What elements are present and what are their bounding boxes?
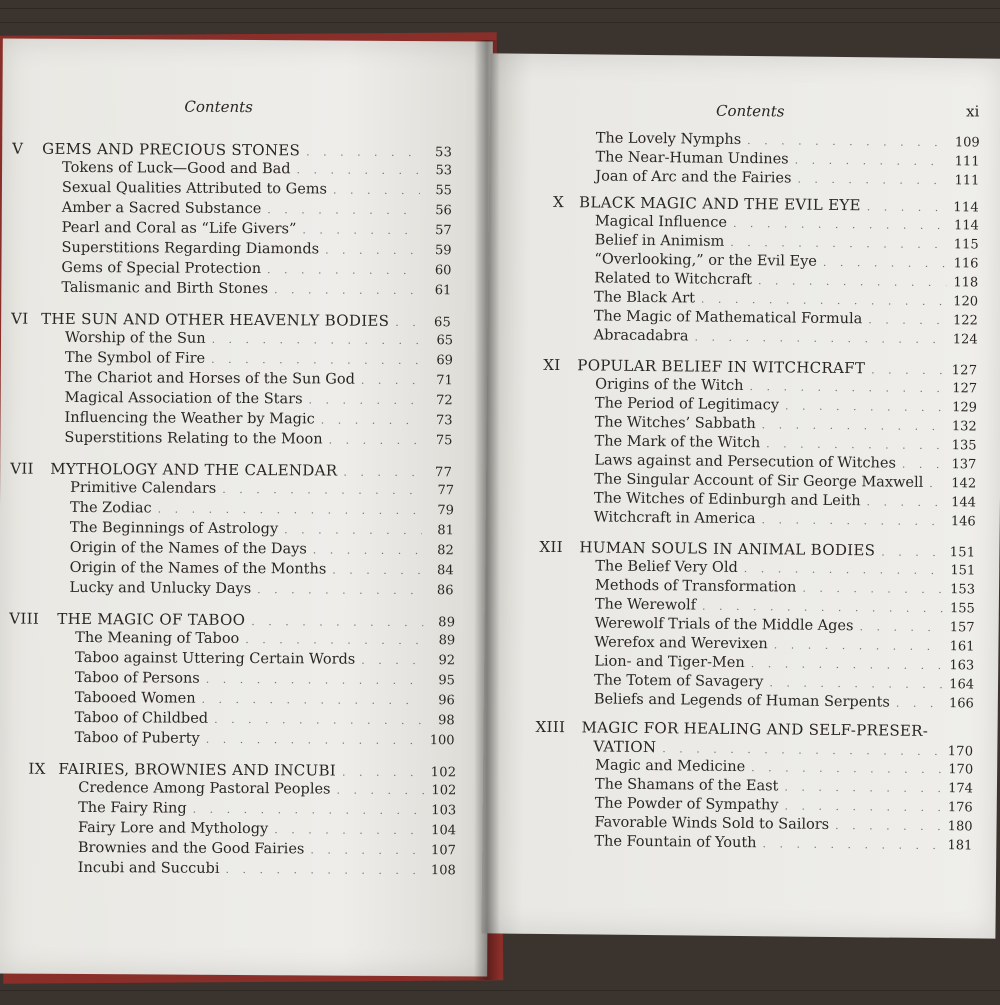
toc-entry xyxy=(594,509,976,529)
leader-dots xyxy=(211,353,421,367)
toc-entry xyxy=(595,213,979,233)
leader-dots xyxy=(769,676,942,691)
chapter-title: THE MAGIC OF TABOO xyxy=(57,609,246,630)
leader-dots xyxy=(795,154,948,169)
toc-entry xyxy=(595,757,973,777)
leader-dots xyxy=(306,145,420,159)
leader-dots xyxy=(868,313,946,327)
page-number: 79 xyxy=(437,503,455,519)
page-number: 107 xyxy=(431,843,456,859)
chapter-numeral: XII xyxy=(539,537,563,557)
page-number: 89 xyxy=(438,633,456,649)
page-number: 57 xyxy=(435,223,452,239)
entry-title: Witchcraft in America xyxy=(593,509,756,528)
page-number: 176 xyxy=(947,800,973,816)
entry-title: Superstitions Relating to the Moon xyxy=(64,429,323,448)
entry-title: Tabooed Women xyxy=(74,689,196,707)
chapter-heading xyxy=(553,193,979,215)
chapter-heading xyxy=(543,356,977,379)
leader-dots xyxy=(802,582,943,596)
chapter-numeral: XIII xyxy=(535,717,566,737)
entry-title: The Mark of the Witch xyxy=(594,433,761,452)
page-number: 72 xyxy=(436,393,453,409)
toc-entry xyxy=(594,251,978,271)
toc-entry xyxy=(595,577,975,597)
chapter-title: MYTHOLOGY AND THE CALENDAR xyxy=(50,459,338,480)
toc-entry xyxy=(62,200,452,218)
page-number: 109 xyxy=(954,135,980,151)
leader-dots xyxy=(309,393,421,407)
leader-dots xyxy=(751,761,941,776)
leader-dots xyxy=(747,134,948,149)
leader-dots xyxy=(274,283,419,297)
entry-title: The Period of Legitimacy xyxy=(594,395,780,414)
leader-dots xyxy=(245,633,423,647)
page-number: 161 xyxy=(949,639,975,655)
leader-dots xyxy=(343,466,420,479)
page-number: 100 xyxy=(429,733,455,749)
toc-entry xyxy=(69,580,453,598)
leader-dots xyxy=(797,173,947,188)
leader-dots xyxy=(251,615,423,629)
page-number: 102 xyxy=(431,783,457,799)
leader-dots xyxy=(785,399,945,414)
chapter-numeral: IX xyxy=(28,759,46,778)
toc-entry xyxy=(594,289,978,309)
chapter-heading xyxy=(28,760,456,781)
leader-dots xyxy=(902,458,945,471)
toc-entry xyxy=(75,730,455,748)
page-number: 116 xyxy=(953,256,979,272)
entry-title: Joan of Arc and the Fairies xyxy=(595,168,792,187)
leader-dots xyxy=(758,274,946,289)
chapter-heading xyxy=(11,310,451,331)
leader-dots xyxy=(929,477,944,490)
entry-title: The Fairy Ring xyxy=(78,799,187,817)
chapter-title-continuation xyxy=(593,737,973,759)
chapter-numeral: X xyxy=(552,192,565,212)
page-number: 111 xyxy=(954,173,980,189)
page-number: 115 xyxy=(953,237,979,253)
leader-dots xyxy=(701,293,946,309)
entry-title: The Witches’ Sabbath xyxy=(594,414,756,433)
entry-title: Belief in Animism xyxy=(594,232,725,250)
entry-title: Taboo of Persons xyxy=(74,669,200,687)
toc-entry xyxy=(595,596,975,616)
page-number: 164 xyxy=(949,677,975,693)
entry-title: Talismanic and Birth Stones xyxy=(61,279,269,298)
leader-dots xyxy=(302,223,419,237)
page-number: 153 xyxy=(950,582,976,598)
leader-dots xyxy=(761,513,943,528)
entry-title: Influencing the Weather by Magic xyxy=(64,409,315,428)
entry-title: Taboo of Childbed xyxy=(74,709,209,727)
leader-dots xyxy=(896,697,942,710)
leader-dots xyxy=(332,564,421,578)
chapter-heading xyxy=(539,538,975,561)
chapter-title: FAIRIES, BROWNIES AND INCUBI xyxy=(58,759,337,780)
page-number: 146 xyxy=(950,514,976,530)
toc-entry xyxy=(594,672,974,692)
page-number: 135 xyxy=(951,438,977,454)
entry-title: Origins of the Witch xyxy=(595,376,744,394)
leader-dots xyxy=(297,163,421,177)
page-number: 137 xyxy=(951,457,977,473)
leader-dots xyxy=(867,200,947,214)
page-number: 77 xyxy=(437,483,455,499)
entry-title: The Symbol of Fire xyxy=(64,349,206,367)
toc-entry xyxy=(594,490,976,510)
page-number: 75 xyxy=(435,433,453,449)
page-number: 127 xyxy=(951,363,978,379)
entry-title: Origin of the Names of the Days xyxy=(69,539,307,558)
page-number: 170 xyxy=(948,762,974,778)
page-number: 71 xyxy=(436,373,453,389)
entry-title: Related to Witchcraft xyxy=(594,270,753,289)
leader-dots xyxy=(267,263,419,277)
entry-title: The Belief Very Old xyxy=(595,558,738,576)
left-page xyxy=(0,39,493,977)
page-number: 118 xyxy=(953,275,979,291)
toc-entry xyxy=(594,327,978,347)
page-number: 55 xyxy=(435,183,452,199)
entry-title: Methods of Transformation xyxy=(594,577,797,596)
toc-entry xyxy=(75,690,455,708)
entry-title: The Magic of Mathematical Formula xyxy=(593,308,863,328)
entry-title: Magical Influence xyxy=(594,213,728,231)
entry-title: Primitive Calendars xyxy=(70,479,217,497)
leader-dots xyxy=(202,693,423,707)
leader-dots xyxy=(342,766,424,780)
toc-entry xyxy=(595,168,979,188)
toc-entry xyxy=(595,795,973,815)
page-number: 77 xyxy=(435,465,453,481)
page-number: 166 xyxy=(948,696,974,712)
page-number: 53 xyxy=(435,163,453,179)
chapter-numeral: XI xyxy=(543,355,561,375)
leader-dots xyxy=(730,236,946,251)
leader-dots xyxy=(274,823,424,837)
toc-entry xyxy=(61,260,451,278)
entry-title: The Lovely Nymphs xyxy=(595,130,742,148)
entry-title: Worship of the Sun xyxy=(64,329,206,347)
toc-entry xyxy=(594,691,974,711)
entry-title: Gems of Special Protection xyxy=(61,259,262,278)
page-number: 181 xyxy=(947,838,973,854)
toc-entry xyxy=(75,630,455,648)
chapter-heading xyxy=(10,460,452,481)
entry-title: Abracadabra xyxy=(593,327,689,345)
toc-entry xyxy=(594,814,972,834)
chapter-title: MAGIC FOR HEALING AND SELF-PRESER- xyxy=(581,718,929,740)
page-number: 98 xyxy=(438,713,455,729)
entry-title: Werefox and Werevixen xyxy=(594,634,768,653)
entry-title: Credence Among Pastoral Peoples xyxy=(78,779,331,798)
toc-entry xyxy=(595,558,975,578)
entry-title: The Werewolf xyxy=(594,596,697,614)
leader-dots xyxy=(835,819,941,833)
page-number: 151 xyxy=(949,545,976,561)
leader-dots xyxy=(784,780,941,795)
chapter-numeral: VII xyxy=(10,459,34,478)
page-number: 157 xyxy=(949,620,975,636)
toc-entry xyxy=(62,220,452,238)
entry-title: The Totem of Savagery xyxy=(593,672,764,691)
page-number: 65 xyxy=(436,333,454,349)
toc-entry xyxy=(75,710,455,728)
page-number: 122 xyxy=(952,313,978,329)
toc-entry xyxy=(62,160,452,178)
toc-entry xyxy=(61,280,451,298)
page-number: 174 xyxy=(948,781,974,797)
toc-entry xyxy=(62,240,452,258)
page-number: 108 xyxy=(430,863,456,879)
page-number: 96 xyxy=(438,693,455,709)
entry-title: Amber a Sacred Substance xyxy=(61,199,262,218)
toc-entry xyxy=(595,414,977,434)
toc-entry xyxy=(78,780,456,798)
entry-title: The Meaning of Taboo xyxy=(75,629,240,647)
leader-dots xyxy=(749,380,945,395)
chapter-heading xyxy=(9,610,455,631)
toc-entry xyxy=(65,350,453,368)
leader-dots xyxy=(284,523,422,537)
page-number: 69 xyxy=(436,353,453,369)
chapter-title-cont: VATION xyxy=(593,737,657,757)
leader-dots xyxy=(766,437,944,452)
entry-title: The Near-Human Undines xyxy=(595,149,789,168)
leader-dots xyxy=(395,316,419,329)
leader-dots xyxy=(310,843,424,857)
page-number: 144 xyxy=(951,495,977,511)
entry-title: Taboo of Puberty xyxy=(74,729,200,747)
toc-entry xyxy=(594,653,974,673)
leader-dots xyxy=(361,654,423,667)
toc-entry xyxy=(594,471,976,491)
page-number: 124 xyxy=(952,332,978,348)
toc-entry xyxy=(65,330,453,348)
leader-dots xyxy=(859,620,942,634)
leader-dots xyxy=(222,483,422,497)
leader-dots xyxy=(784,799,940,814)
toc-entry xyxy=(594,634,974,654)
leader-dots xyxy=(361,374,421,387)
page-number: 127 xyxy=(952,381,978,397)
toc-entry xyxy=(78,860,456,878)
entry-title: Laws against and Persecution of Witches xyxy=(594,452,897,472)
leader-dots xyxy=(333,184,420,198)
entry-title: The Zodiac xyxy=(69,499,152,517)
toc-entry xyxy=(594,833,972,853)
entry-title: Lion- and Tiger-Men xyxy=(594,653,745,672)
toc-entry xyxy=(78,800,456,818)
page-number: 92 xyxy=(438,653,456,669)
leader-dots xyxy=(751,657,943,672)
toc-entry xyxy=(594,452,976,472)
leader-dots xyxy=(871,363,945,377)
page-number: 180 xyxy=(947,819,973,835)
leader-dots xyxy=(193,803,425,817)
entry-title: Superstitions Regarding Diamonds xyxy=(61,239,320,258)
toc-entry xyxy=(595,376,977,396)
entry-title: The Fountain of Youth xyxy=(594,833,757,852)
page-number: 56 xyxy=(435,203,452,219)
page-number: 170 xyxy=(947,744,974,760)
entry-title: Incubi and Succubi xyxy=(77,859,220,877)
entry-title: Fairy Lore and Mythology xyxy=(77,819,269,838)
leader-dots xyxy=(762,418,945,433)
page-number: 111 xyxy=(954,154,980,170)
entry-title: Tokens of Luck—Good and Bad xyxy=(62,159,291,178)
chapter-title: HUMAN SOULS IN ANIMAL BODIES xyxy=(579,538,876,560)
entry-title: The Shamans of the East xyxy=(594,776,779,795)
right-page xyxy=(481,53,1000,938)
toc-entry xyxy=(70,560,454,578)
entry-title: The Black Art xyxy=(593,289,696,307)
entry-title: Favorable Winds Sold to Sailors xyxy=(594,814,830,833)
leader-dots xyxy=(158,502,422,517)
page-number: 53 xyxy=(434,145,453,161)
toc-entry xyxy=(70,500,454,518)
page-number: 132 xyxy=(951,419,977,435)
leader-dots xyxy=(774,638,943,653)
entry-title: The Chariot and Horses of the Sun God xyxy=(64,369,355,388)
page-number: 59 xyxy=(434,243,452,259)
page-number: 114 xyxy=(953,218,979,234)
chapter-title: GEMS AND PRECIOUS STONES xyxy=(42,139,301,160)
leader-dots xyxy=(702,600,943,616)
page-number: 81 xyxy=(437,523,454,539)
toc-entry xyxy=(78,840,456,858)
toc-entry xyxy=(594,308,978,328)
book-gutter-shadow xyxy=(474,40,500,980)
leader-dots xyxy=(694,330,945,346)
entry-title: Brownies and the Good Fairies xyxy=(77,839,305,858)
toc-entry xyxy=(75,670,455,688)
leader-dots xyxy=(206,673,423,687)
toc-entry xyxy=(65,370,453,388)
page-number: 155 xyxy=(949,601,975,617)
entry-title: Sexual Qualities Attributed to Gems xyxy=(61,179,328,198)
running-head-right: Contents xyxy=(715,101,785,121)
leader-dots xyxy=(733,217,947,232)
leader-dots xyxy=(325,243,420,257)
leader-dots xyxy=(867,495,945,509)
chapter-numeral: V xyxy=(12,139,24,158)
toc-entry xyxy=(75,650,455,668)
entry-title: Magical Association of the Stars xyxy=(64,389,303,408)
chapter-numeral: VIII xyxy=(9,609,40,628)
toc-entry xyxy=(594,270,978,290)
entry-title: Lucky and Unlucky Days xyxy=(69,579,252,598)
entry-title: Beliefs and Legends of Human Serpents xyxy=(593,691,891,711)
page-number: 129 xyxy=(952,400,978,416)
toc-entry xyxy=(65,390,453,408)
page-number: 102 xyxy=(430,765,457,781)
entry-title: Magic and Medicine xyxy=(595,757,746,776)
entry-title: Taboo against Uttering Certain Words xyxy=(75,649,356,668)
toc-entry xyxy=(70,520,454,538)
entry-title: Werewolf Trials of the Middle Ages xyxy=(594,615,854,635)
page-number: 120 xyxy=(953,294,979,310)
entry-title: “Overlooking,” or the Evil Eye xyxy=(594,251,817,270)
leader-dots xyxy=(212,333,422,347)
leader-dots xyxy=(267,203,420,217)
leader-dots xyxy=(662,742,941,758)
page-number: 103 xyxy=(431,803,457,819)
entry-title: Pearl and Coral as “Life Givers” xyxy=(61,219,297,238)
toc-entry xyxy=(64,410,452,428)
entry-title: The Singular Account of Sir George Maxwell xyxy=(594,471,924,491)
toc-entry xyxy=(595,776,973,796)
page-number: 61 xyxy=(434,283,452,299)
leader-dots xyxy=(823,256,947,270)
page-number: 73 xyxy=(435,413,453,429)
entry-title: The Beginnings of Astrology xyxy=(69,519,279,538)
page-number: 142 xyxy=(951,476,977,492)
toc-entry xyxy=(595,395,977,415)
leader-dots xyxy=(214,713,423,727)
leader-dots xyxy=(329,434,421,448)
leader-dots xyxy=(321,413,421,427)
toc-entry xyxy=(62,180,452,198)
entry-title: Origin of the Names of the Months xyxy=(69,559,327,578)
page-number: 163 xyxy=(949,658,975,674)
folio-number: xi xyxy=(965,102,980,121)
toc-entry xyxy=(70,480,454,498)
toc-entry xyxy=(594,433,976,453)
page-number: 89 xyxy=(438,615,456,631)
toc-entry xyxy=(78,820,456,838)
chapter-numeral: VI xyxy=(11,309,29,328)
leader-dots xyxy=(336,784,424,798)
page-number: 114 xyxy=(953,200,980,216)
page-number: 86 xyxy=(436,583,454,599)
running-head-left: Contents xyxy=(184,97,253,117)
chapter-title: THE SUN AND OTHER HEAVENLY BODIES xyxy=(41,309,390,330)
entry-title: The Powder of Sympathy xyxy=(594,795,779,814)
leader-dots xyxy=(206,733,423,747)
toc-entry xyxy=(595,232,979,252)
page-number: 104 xyxy=(431,823,457,839)
page-number: 84 xyxy=(437,563,454,579)
leader-dots xyxy=(762,837,940,852)
leader-dots xyxy=(225,863,423,877)
chapter-title: POPULAR BELIEF IN WITCHCRAFT xyxy=(577,356,866,378)
leader-dots xyxy=(313,543,422,557)
toc-entry xyxy=(70,540,454,558)
toc-entry xyxy=(596,130,980,150)
page-number: 95 xyxy=(438,673,455,689)
chapter-heading xyxy=(12,140,452,161)
leader-dots xyxy=(257,583,421,597)
toc-entry xyxy=(595,615,975,635)
page-number: 82 xyxy=(437,543,454,559)
toc-entry xyxy=(595,149,979,169)
page-number: 60 xyxy=(434,263,452,279)
leader-dots xyxy=(744,562,944,577)
page-number: 65 xyxy=(433,315,452,331)
page-number: 151 xyxy=(950,563,976,579)
leader-dots xyxy=(881,545,943,559)
chapter-title: BLACK MAGIC AND THE EVIL EYE xyxy=(578,193,861,215)
toc-entry xyxy=(64,430,452,448)
entry-title: The Witches of Edinburgh and Leith xyxy=(593,490,861,510)
